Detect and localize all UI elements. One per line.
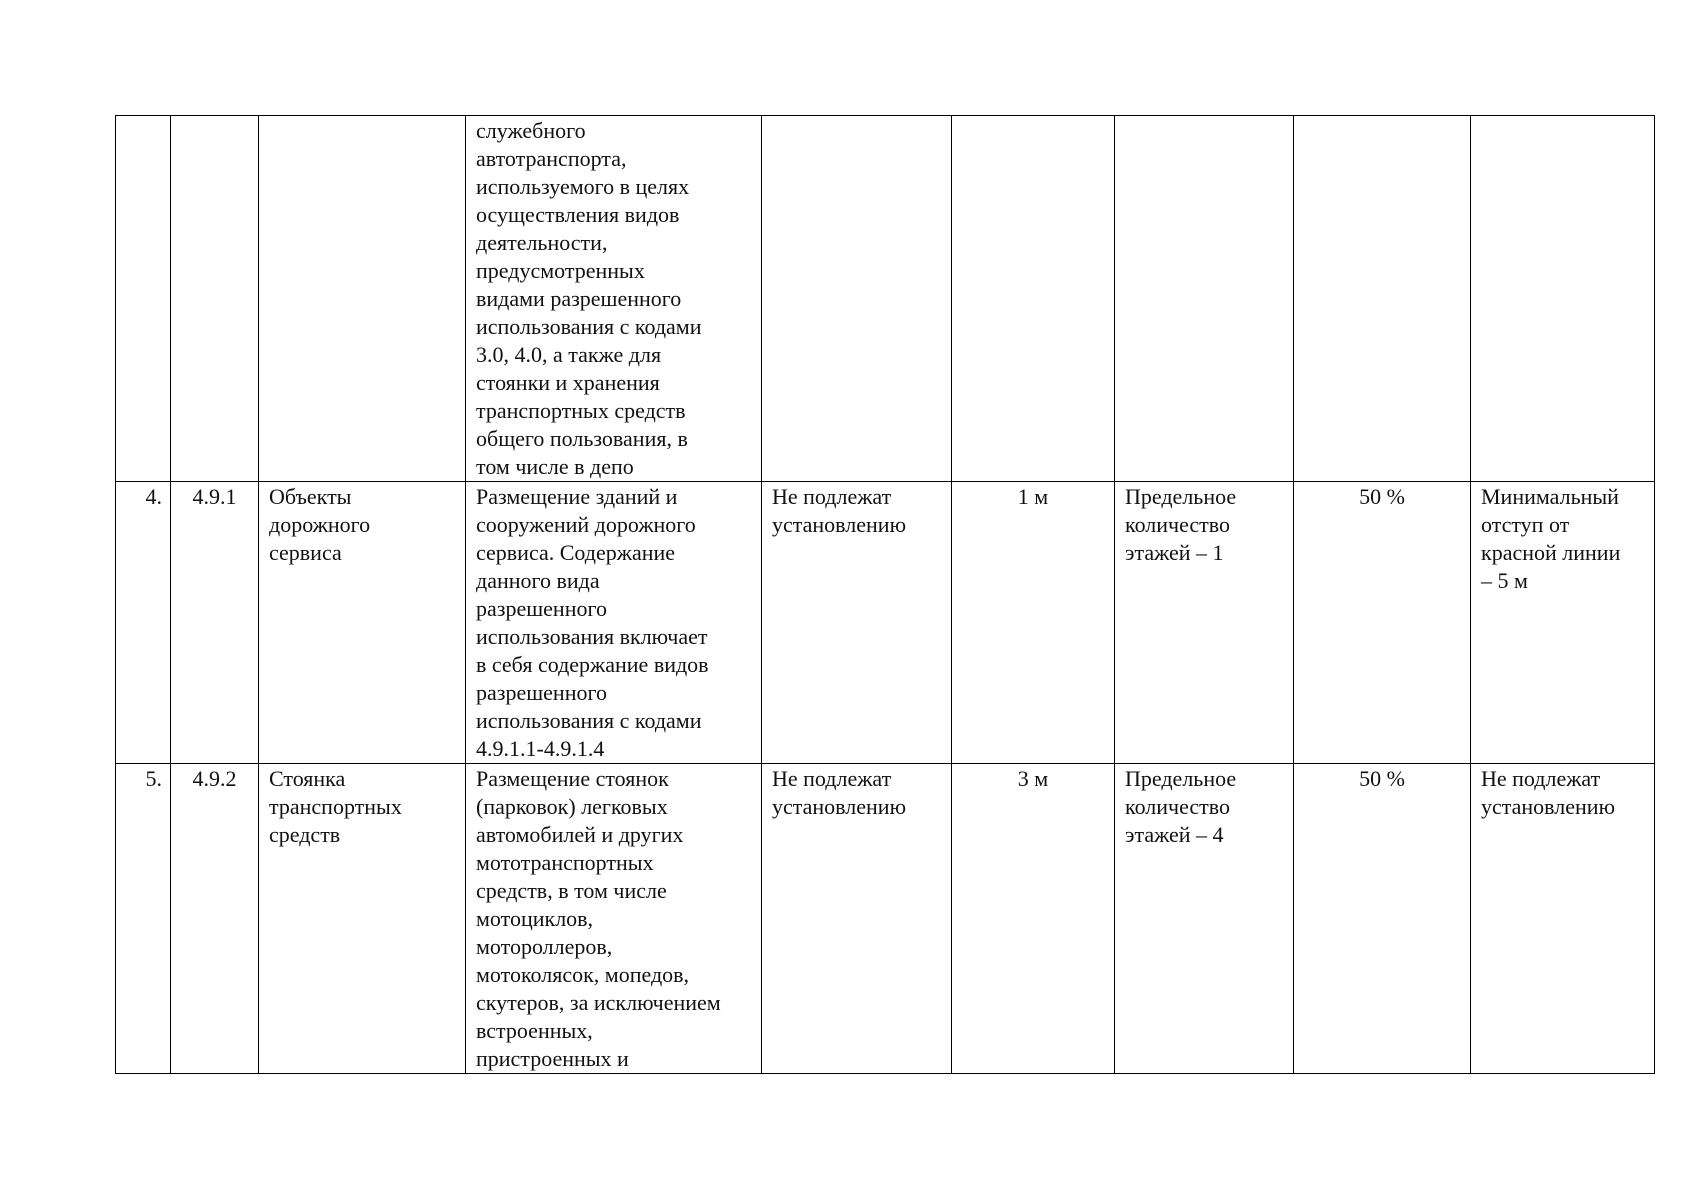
row-number-cell (116, 116, 171, 482)
other-params-cell (1471, 116, 1655, 482)
min-size-cell (762, 116, 952, 482)
table-row (116, 482, 1655, 764)
setback-cell: 3 м (952, 764, 1115, 1074)
name-cell (259, 116, 466, 482)
coverage-cell (1294, 116, 1471, 482)
row-number-cell: 5. (116, 764, 171, 1074)
code-cell (171, 116, 259, 482)
row-number-cell: 4. (116, 482, 171, 764)
min-size-cell: Не подлежат установлению (762, 482, 952, 764)
floors-cell: Предельное количество этажей – 4 (1115, 764, 1294, 1074)
code-cell: 4.9.2 (171, 764, 259, 1074)
code-cell: 4.9.1 (171, 482, 259, 764)
floors-cell: Предельное количество этажей – 1 (1115, 482, 1294, 764)
table-row (116, 116, 1655, 482)
setback-cell (952, 116, 1115, 482)
description-cell: служебного автотранспорта, используемого в целях осуществления видов деятельности, предусмотренных видами разрешенного использования с кодами 3.0, 4.0, а также для стоянки и хранения транспортных средств общего пользования, в том числе в депо (466, 116, 762, 482)
coverage-cell: 50 % (1294, 482, 1471, 764)
name-cell: Стоянка транспортных средств (259, 764, 466, 1074)
name-cell: Объекты дорожного сервиса (259, 482, 466, 764)
setback-cell: 1 м (952, 482, 1115, 764)
min-size-cell: Не подлежат установлению (762, 764, 952, 1074)
other-params-cell: Минимальный отступ от красной линии – 5 м (1471, 482, 1655, 764)
land-use-table (115, 115, 1655, 1074)
description-cell: Размещение зданий и сооружений дорожного сервиса. Содержание данного вида разрешенного использования включает в себя содержание видов разрешенного использования с кодами 4.9.1.1-4.9.1.4 (466, 482, 762, 764)
other-params-cell: Не подлежат установлению (1471, 764, 1655, 1074)
coverage-cell: 50 % (1294, 764, 1471, 1074)
table-row (116, 764, 1655, 1074)
floors-cell (1115, 116, 1294, 482)
description-cell: Размещение стоянок (парковок) легковых автомобилей и других мототранспортных средств, в том числе мотоциклов, мотороллеров, мотоколясок, мопедов, скутеров, за исключением встроенных, пристроенных и (466, 764, 762, 1074)
